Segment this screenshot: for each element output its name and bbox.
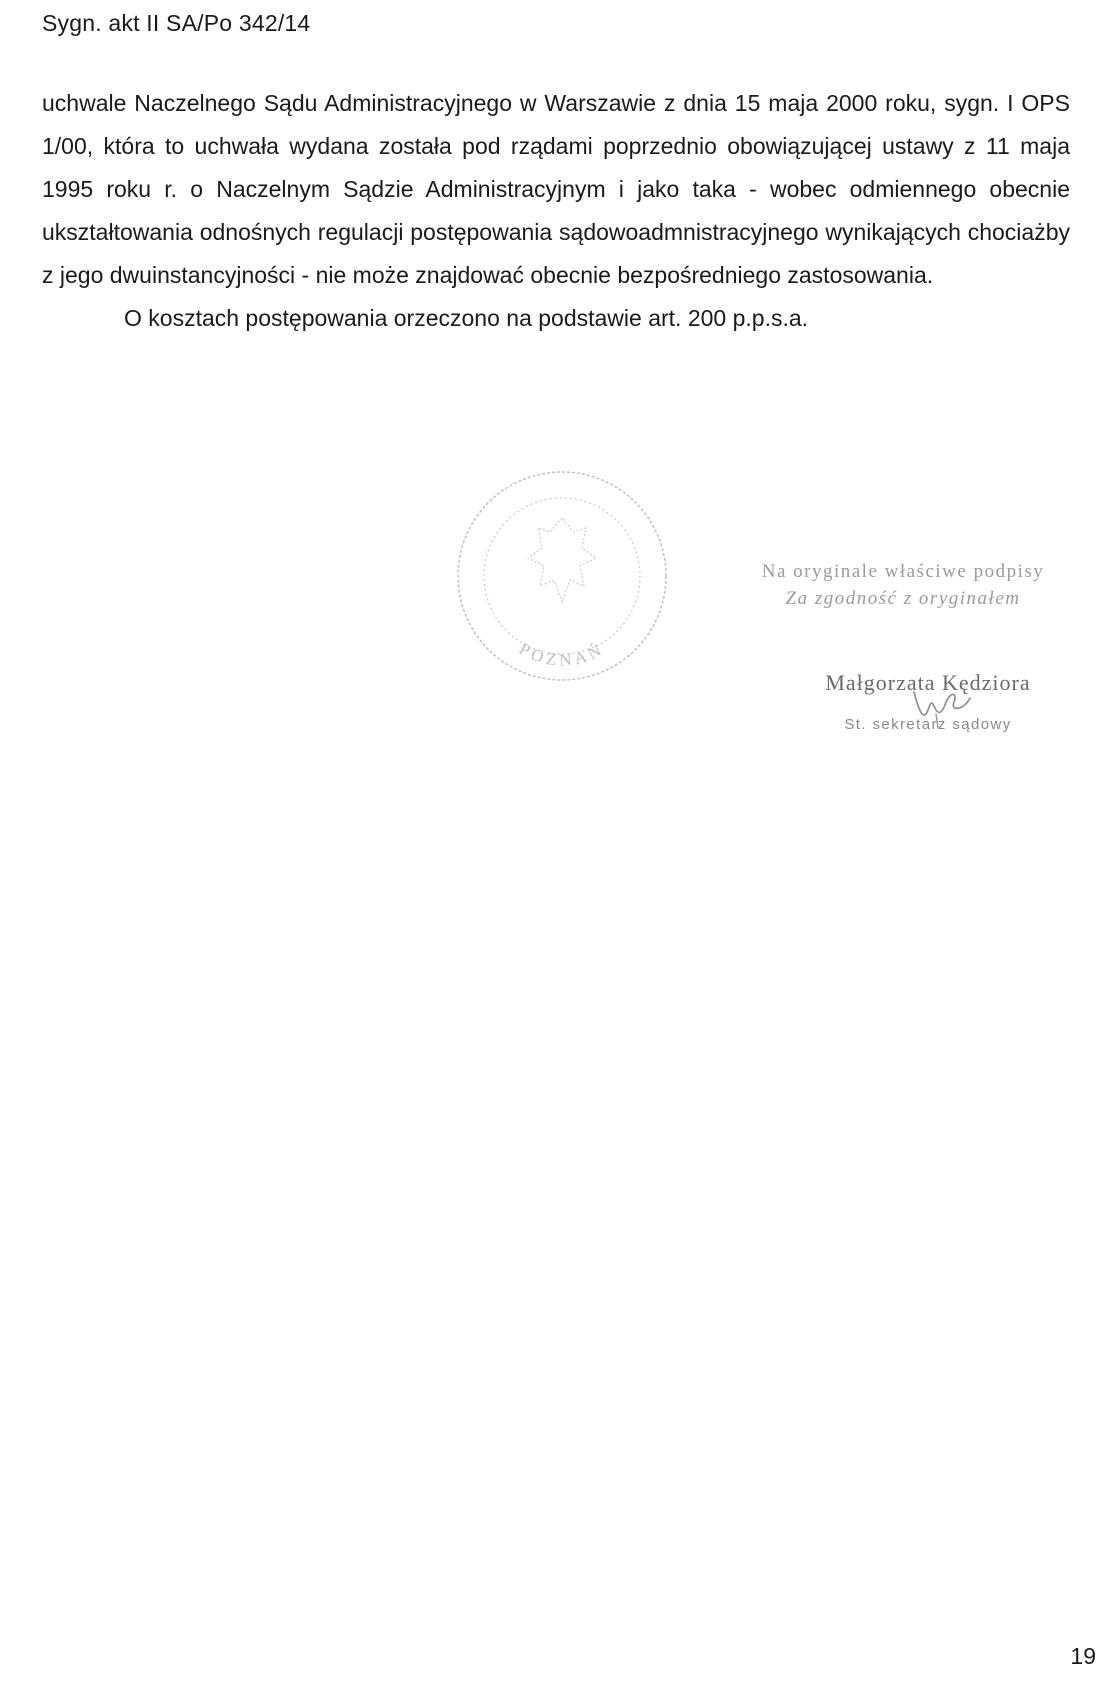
paragraph: uchwale Naczelnego Sądu Administracyjnego w Warszawie z dnia 15 maja 2000 roku, sygn. I OPS 1/00, która to uchwała wydana została pod rządami poprzednio obowiązującej ustawy z 11 maja 1995 roku r. o Naczelnym Sądzie Administracyjnym i jako taka - wobec odmiennego obecnie ukształtowania odnośnych regulacji postępowania sądowoadmnistracyjnego wynikających chociażby z jego dwuinstancyjności - nie może znajdować obecnie bezpośredniego zastosowania.: [42, 90, 1070, 288]
case-reference: Sygn. akt II SA/Po 342/14: [42, 10, 311, 36]
page-number: 19: [1070, 1643, 1096, 1669]
signer-name: Małgorzata Kędziora: [825, 670, 1031, 695]
signature-block: [788, 670, 1068, 733]
certification-note: [738, 558, 1068, 612]
original-signatures-note: Na oryginale właściwe podpisy: [761, 561, 1045, 582]
stamp-legend: POZNAŃ: [516, 639, 608, 670]
handwritten-signature: [908, 684, 978, 730]
signer-title: St. sekretarz sądowy: [844, 716, 1012, 733]
svg-text:POZNAŃ: [516, 639, 608, 670]
document-body: [42, 82, 1070, 340]
costs-paragraph: O kosztach postępowania orzeczono na podstawie art. 200 p.p.s.a.: [124, 305, 809, 331]
true-copy-note: Za zgodność z oryginałem: [785, 588, 1021, 609]
court-seal-stamp: [448, 462, 676, 690]
